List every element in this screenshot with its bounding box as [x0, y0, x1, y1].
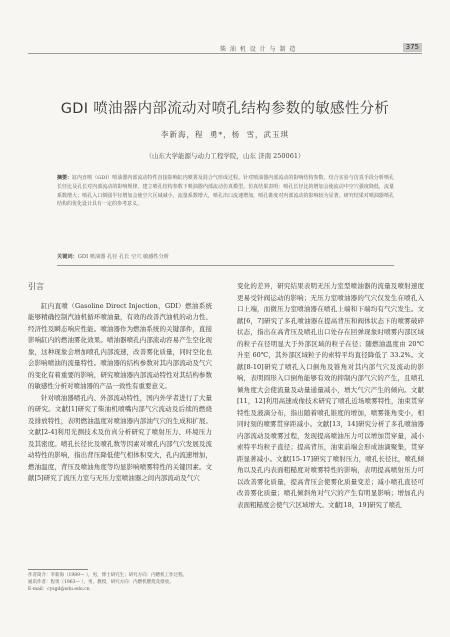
footnote [28, 572, 212, 593]
footnote-line: E-mail：cysgd@sdu.edu.cn [28, 587, 90, 592]
right-column [237, 281, 424, 511]
body-paragraph: 针对喷油器喷孔内、外部流动特性，国内外学者进行了大量的研究。文献[1]研究了柴油机喷嘴内部气穴流动及后续的燃烧及排放特性，表明燃油温度对喷油器内部油气穴的生成和扩展。文献[2-4]利用光测技术及仿真分析研究了喷射压力、环境压力及其密度。喷孔长径比及喷孔数等因素对喷孔内部气穴发展及流动特性的影响，指出背压降低使气相体积变大，孔内流速增加，燃油温度，背压及喷油角度等均显影响喷雾特性的关键因素。文献[5]研究了流压力室与无压力室喷油器之间内部流动及气穴 [28, 393, 212, 482]
footnote-rule [28, 569, 88, 570]
page-number: 375 [403, 43, 422, 52]
abstract-text: 缸内直喷（GDI）喷油器内部流动特性直接影响缸内喷雾及混合气形成过程。针对喷油器内部流动的影响结构参数，结合实验与仿真手段分析喷孔长径比及孔长对内部流动的影响规律，建立喷孔结构参数下喷油器内部流动仿真模型。仿真结果表明：喷孔长径比的增加会使流动中空穴强度降低，流量系数增大；喷孔入口倒圆半径增加会使空穴区域减小，流量系数增大，喷孔出口流速增加，喷孔锥度对内部流动的影响较为显著。研究结果对喷油器喷孔结构的优化设计具有一定的参考意义。 [57, 175, 394, 208]
abstract-label: 摘要： [57, 175, 73, 181]
header-rule [28, 53, 422, 54]
body-paragraph: 变化的差异，研究结果表明无压力室型喷油器的流量及喷射速度更易受针阀运动的影响；无压力室喷油器的气穴仅发生在喷孔入口上端，而微压力室喷油器在喷孔上端和下端均有气穴发生。文献[6，7]研究了多孔喷油器在提高背压和阀体状态下的喷雾破碎状态，指出在高背压及喷孔出口处存在回弹现象时喷雾内部区域的粒子在径明显大于外部区域的粒子在径；随燃油温度由 20℃ 升至 60℃，其外部区域粒子的索特平均直径降低了 33.2%。文献[8-10]研究了喷孔入口倒角及锥角对其内部气穴及流动的影响，表明圆形入口倒角能够有效的抑制内部气穴的产生，且喷孔倾角度大会使流量及动量通量减小，增大气穴产生的倾向。文献[11，12]利用高速成像技术研究了喷孔近场喷雾特性，油束贯穿特性及液滴分布，指出随着喷孔锥度的增加，喷雾锥角变小，相同时刻的喷雾贯穿距减小。文献[13，14]研究分析了多孔喷油器内部流动及喷雾过程，发现提高喷油压力可以增加贯穿量，减小索特平均粒子直径；提高背压，油束前端会形成油滴聚集，贯穿距显著减小。文献[15-17]研究了喷射压力，喷孔长径比，喷孔倾角以及孔内表面粗糙度对喷雾特性的影响，表明提高喷射压力可以改善雾化质量，提高背压会使雾化质量变差；减小喷孔直径可改善雾化质量；喷孔倾斜角对气穴的产生有明显影响；增加孔内表面粗糙度会使气穴区域增大。文献[18，19]研究了喷孔 [237, 282, 424, 509]
keywords-label: 关键词： [57, 254, 78, 260]
author-list: 李新海，程 勇*，杨 雪，武玉琪 [160, 130, 290, 139]
section-heading-introduction: 引言 [28, 282, 44, 291]
abstract [57, 174, 394, 209]
keywords-text: GDI 喷油器 孔径 孔长 空穴 敏感性分析 [77, 254, 169, 260]
footnote-line: 作者简介：李新海（1989— ），男，博士研究生；研究方向：内燃机工作过程。 [28, 573, 188, 578]
keywords [57, 253, 394, 260]
left-column [28, 281, 212, 485]
body-paragraph: 缸内直喷（Gasoline Direct Injection，GDI）燃油系统能够精确控制汽油机循环喷油量，有效的改善汽油机的动力性、经济性及瞬态响应性能。喷油器作为燃油系统的关键部件，直接影响缸内的燃油雾化效果。喷油器喷孔内部流动容易产生空化现象，这种现象会增加喷孔内部流速，改善雾化质量，同时空化也会影响喷油的流量特性。喷油器的结构参数对其内部流动及气穴的变化有着重要的影响，研究喷油器内部流动特性对其结构参数的敏感性分析对喷油器的产品一致性有重要意义。 [28, 301, 212, 390]
journal-name: 柴 油 机 设 计 与 制 造 [220, 46, 297, 53]
author-affiliation: （山东大学能源与动力工程学院，山东 济南 250061） [145, 152, 305, 160]
paper-title: GDI 喷油器内部流动对喷孔结构参数的敏感性分析 [60, 101, 390, 117]
abstract-divider [57, 265, 394, 266]
footnote-line: 通讯作者：程勇（1963— ），男，教授，研究方向：内燃机燃烧及排放。 [28, 580, 174, 585]
